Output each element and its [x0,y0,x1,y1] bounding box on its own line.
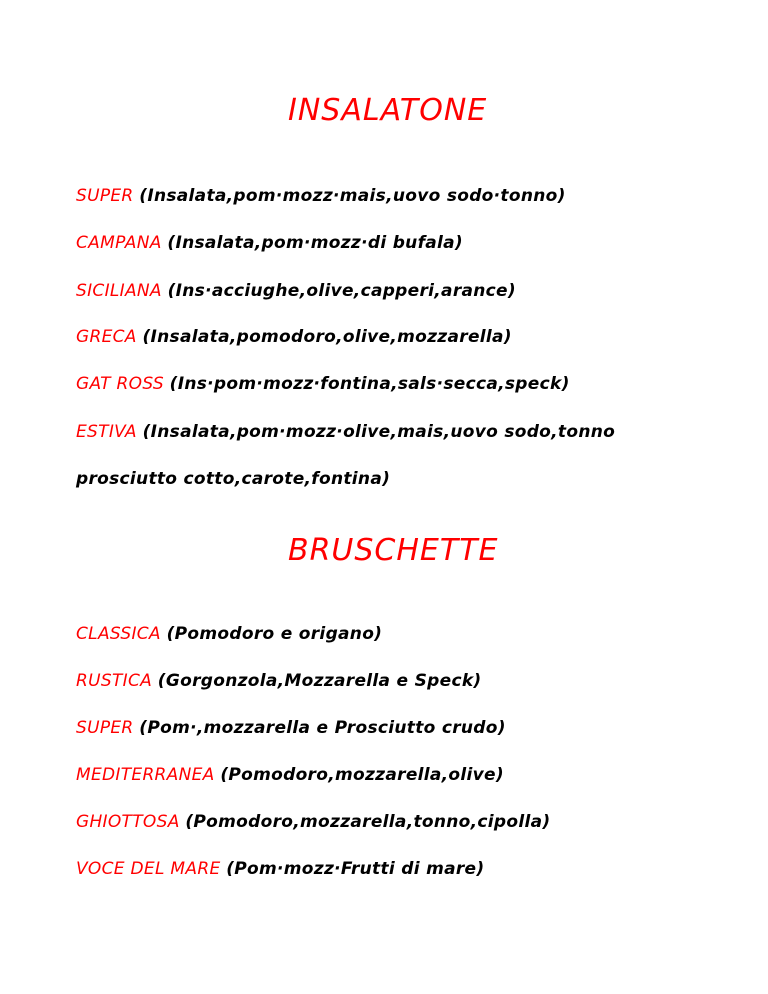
item-name: SICILIANA [76,281,162,301]
item-name: GRECA [76,327,137,347]
item-description: (Insalata,pom·mozz·di bufala) [167,233,463,253]
item-description: (Ins·pom·mozz·fontina,sals·secca,speck) [169,374,570,394]
menu-item-classica [76,624,382,644]
insalatone-title: INSALATONE [288,93,488,128]
menu-item-greca [76,327,512,347]
item-name: SUPER [76,186,134,206]
menu-item-voce-del-mare [76,859,484,879]
menu-item-estiva-continuation: prosciutto cotto,carote,fontina) [76,469,391,489]
item-name: CAMPANA [76,233,162,253]
item-description: (Pomodoro,mozzarella,tonno,cipolla) [185,812,551,832]
menu-item-super-insalata [76,186,566,206]
item-name: GAT ROSS [76,374,164,394]
item-name: SUPER [76,718,134,738]
menu-item-super-bruschetta [76,718,506,738]
item-description: (Ins·acciughe,olive,capperi,arance) [167,281,516,301]
menu-item-estiva [76,422,615,442]
menu-item-rustica [76,671,482,691]
item-name: MEDITERRANEA [76,765,215,785]
item-description: (Insalata,pom·mozz·mais,uovo sodo·tonno) [139,186,566,206]
item-name: CLASSICA [76,624,161,644]
item-description: (Pom·,mozzarella e Prosciutto crudo) [139,718,506,738]
menu-item-mediterranea [76,765,504,785]
menu-item-gat-ross [76,374,570,394]
item-name: ESTIVA [76,422,137,442]
menu-item-ghiottosa [76,812,550,832]
bruschette-title: BRUSCHETTE [288,533,499,568]
item-description: (Gorgonzola,Mozzarella e Speck) [157,671,482,691]
item-name: GHIOTTOSA [76,812,180,832]
menu-item-siciliana [76,281,516,301]
item-name: RUSTICA [76,671,153,691]
item-description: (Pomodoro e origano) [166,624,383,644]
item-description: (Insalata,pomodoro,olive,mozzarella) [142,327,512,347]
item-description: (Insalata,pom·mozz·olive,mais,uovo sodo,tonno [142,422,616,442]
item-description: (Pomodoro,mozzarella,olive) [220,765,504,785]
item-description: (Pom·mozz·Frutti di mare) [226,859,485,879]
item-name: VOCE DEL MARE [76,859,221,879]
menu-item-campana [76,233,463,253]
